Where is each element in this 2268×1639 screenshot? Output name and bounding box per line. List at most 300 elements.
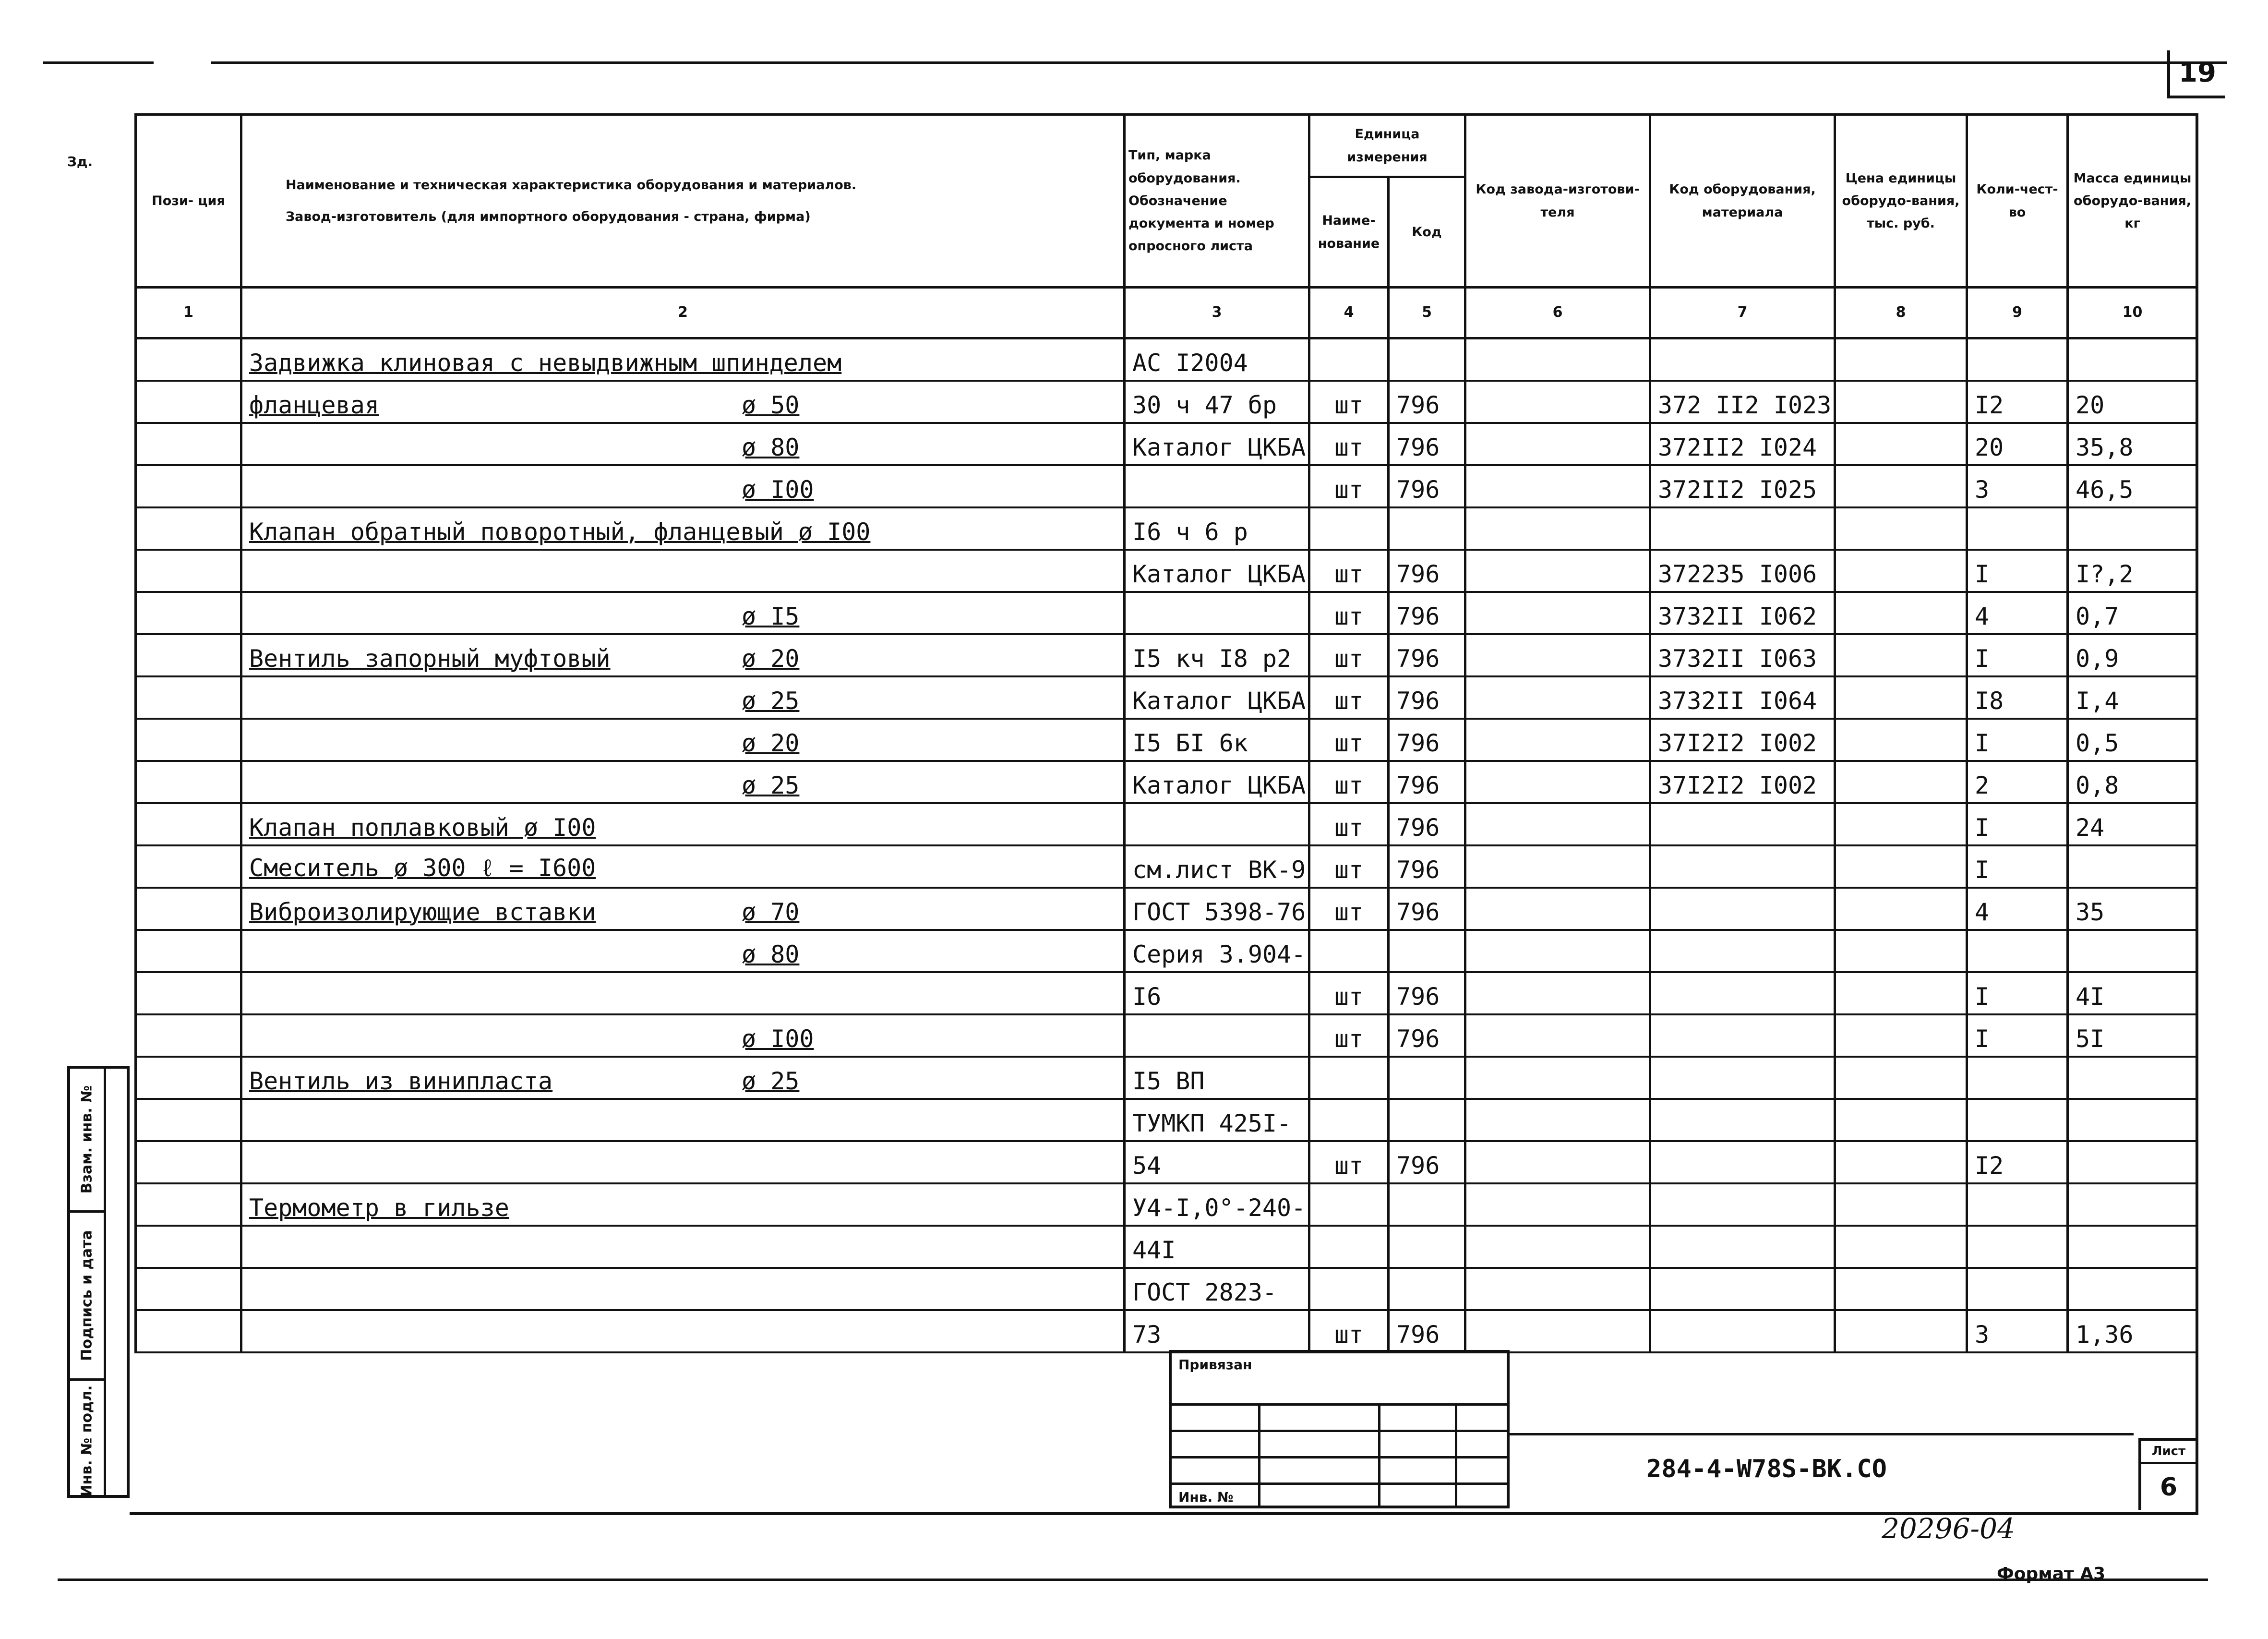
cell-equip-code [1650, 1310, 1835, 1352]
cell-equip-code: 372235 I006 [1650, 550, 1835, 592]
cell-code: 796 [1389, 1014, 1465, 1057]
cell-plant [1465, 1141, 1650, 1183]
cell-type [1125, 592, 1309, 634]
cell-plant [1465, 423, 1650, 465]
cell-code [1389, 1268, 1465, 1310]
cell-mass: 0,7 [2068, 592, 2197, 634]
cell-equip-code [1650, 972, 1835, 1014]
cell-price [1835, 1057, 1967, 1099]
cell-unit: шт [1309, 972, 1389, 1014]
header-equipment-code: Код оборудования, материала [1650, 115, 1835, 288]
column-number: 10 [2068, 288, 2197, 338]
table-row [136, 972, 2197, 1014]
cell-mass: 1,36 [2068, 1310, 2197, 1352]
item-name-cell [241, 465, 1125, 507]
cell-code: 796 [1389, 761, 1465, 803]
table-row [136, 803, 2197, 845]
table-row [136, 1057, 2197, 1099]
cell-mass [2068, 1226, 2197, 1268]
cell-qty: I [1967, 719, 2068, 761]
cell-mass: 4I [2068, 972, 2197, 1014]
item-name-cell [241, 972, 1125, 1014]
column-number: 2 [241, 288, 1125, 338]
cell-plant [1465, 465, 1650, 507]
specification-table [134, 113, 2198, 1353]
cell-plant [1465, 381, 1650, 423]
cell-unit: шт [1309, 550, 1389, 592]
item-name-cell [241, 1014, 1125, 1057]
cell-pos [136, 1057, 241, 1099]
cell-plant [1465, 1057, 1650, 1099]
sheet-number: 19 [2167, 50, 2225, 98]
cell-code: 796 [1389, 676, 1465, 719]
cell-pos [136, 381, 241, 423]
cell-mass [2068, 845, 2197, 888]
cell-price [1835, 550, 1967, 592]
cell-price [1835, 803, 1967, 845]
cell-plant [1465, 845, 1650, 888]
cell-code: 796 [1389, 1141, 1465, 1183]
cell-qty [1967, 1226, 2068, 1268]
table-row [136, 1099, 2197, 1141]
cell-equip-code [1650, 1268, 1835, 1310]
cell-unit: шт [1309, 592, 1389, 634]
header-name-line1: Наименование и техническая характеристика оборудования и материалов. [286, 178, 857, 193]
cell-type: ГОСТ 5398-76 [1125, 888, 1309, 930]
item-name-cell [241, 381, 1125, 423]
cell-type: I5 БI 6к [1125, 719, 1309, 761]
cell-code: 796 [1389, 465, 1465, 507]
cell-equip-code [1650, 803, 1835, 845]
cell-type: Каталог ЦКБА [1125, 761, 1309, 803]
cell-qty [1967, 1099, 2068, 1141]
cell-price [1835, 930, 1967, 972]
handwritten-number: 20296-04 [1882, 1512, 2015, 1545]
side-stamp-replace-inv: Взам. инв. № [70, 1069, 104, 1213]
cell-price [1835, 888, 1967, 930]
cell-plant [1465, 1183, 1650, 1226]
cell-qty: I [1967, 803, 2068, 845]
cell-price [1835, 1310, 1967, 1352]
cell-price [1835, 1183, 1967, 1226]
cell-pos [136, 803, 241, 845]
cell-qty [1967, 338, 2068, 381]
cell-plant [1465, 550, 1650, 592]
cell-price [1835, 719, 1967, 761]
cell-equip-code [1650, 338, 1835, 381]
side-stamp [67, 1066, 130, 1498]
cell-plant [1465, 1310, 1650, 1352]
cell-pos [136, 634, 241, 676]
cell-plant [1465, 1268, 1650, 1310]
cell-pos [136, 1141, 241, 1183]
table-row [136, 507, 2197, 550]
cell-equip-code [1650, 1141, 1835, 1183]
cell-unit: шт [1309, 719, 1389, 761]
cell-code [1389, 338, 1465, 381]
column-number: 6 [1465, 288, 1650, 338]
cell-unit [1309, 1226, 1389, 1268]
cell-unit [1309, 338, 1389, 381]
cell-unit: шт [1309, 845, 1389, 888]
cell-qty: I [1967, 845, 2068, 888]
header-price: Цена единицы оборудо-вания, тыс. руб. [1835, 115, 1967, 288]
cell-code: 796 [1389, 803, 1465, 845]
item-size: ø 20 [742, 729, 800, 757]
cell-mass: 46,5 [2068, 465, 2197, 507]
table-row [136, 930, 2197, 972]
table-row [136, 845, 2197, 888]
cell-unit: шт [1309, 1310, 1389, 1352]
side-stamp-divider [104, 1069, 106, 1495]
column-number: 9 [1967, 288, 2068, 338]
column-number-row [136, 288, 2197, 338]
table-row [136, 1183, 2197, 1226]
cell-equip-code: 372II2 I025 [1650, 465, 1835, 507]
cell-unit: шт [1309, 803, 1389, 845]
cell-price [1835, 592, 1967, 634]
header-type: Тип, марка оборудования. Обозначение документа и номер опросного листа [1125, 115, 1309, 288]
item-name-cell [241, 1099, 1125, 1141]
cell-unit [1309, 1057, 1389, 1099]
cell-equip-code [1650, 1014, 1835, 1057]
cell-type: Серия 3.904- [1125, 930, 1309, 972]
cell-mass [2068, 1183, 2197, 1226]
cell-pos [136, 888, 241, 930]
item-name-cell [241, 888, 1125, 930]
table-row [136, 1310, 2197, 1352]
cell-code: 796 [1389, 888, 1465, 930]
cell-qty: I [1967, 550, 2068, 592]
cell-pos [136, 676, 241, 719]
cell-equip-code [1650, 1057, 1835, 1099]
table-row [136, 550, 2197, 592]
cell-equip-code [1650, 1183, 1835, 1226]
cell-type: I6 ч 6 р [1125, 507, 1309, 550]
item-name-cell [241, 1268, 1125, 1310]
cell-price [1835, 381, 1967, 423]
table-body [136, 338, 2197, 1352]
cell-plant [1465, 972, 1650, 1014]
cell-type: ТУМКП 425I- [1125, 1099, 1309, 1141]
item-name-cell [241, 550, 1125, 592]
cell-qty: 4 [1967, 888, 2068, 930]
cell-plant [1465, 930, 1650, 972]
cell-qty: I [1967, 972, 2068, 1014]
cell-equip-code [1650, 845, 1835, 888]
item-name-cell [241, 507, 1125, 550]
cell-code [1389, 930, 1465, 972]
stamp-inv-label: Инв. № [1178, 1489, 1234, 1505]
cell-mass: 24 [2068, 803, 2197, 845]
sheet-label: Лист [2141, 1441, 2196, 1464]
cell-equip-code [1650, 1226, 1835, 1268]
item-size: ø 70 [742, 898, 800, 926]
cell-type: I5 ВП [1125, 1057, 1309, 1099]
cell-mass [2068, 1268, 2197, 1310]
cell-qty [1967, 1183, 2068, 1226]
table-row [136, 719, 2197, 761]
table-row [136, 1014, 2197, 1057]
item-name-cell [241, 930, 1125, 972]
cell-equip-code [1650, 888, 1835, 930]
cell-unit [1309, 930, 1389, 972]
cell-plant [1465, 592, 1650, 634]
column-number: 4 [1309, 288, 1389, 338]
table-row [136, 338, 2197, 381]
cell-code: 796 [1389, 972, 1465, 1014]
sheet-box [2138, 1438, 2196, 1510]
cell-qty: 3 [1967, 1310, 2068, 1352]
cell-unit [1309, 1183, 1389, 1226]
cell-code [1389, 1183, 1465, 1226]
bottom-border-line [58, 1579, 2208, 1581]
table-row [136, 465, 2197, 507]
cell-mass [2068, 1057, 2197, 1099]
cell-type: Каталог ЦКБА [1125, 676, 1309, 719]
table-row [136, 888, 2197, 930]
cell-mass [2068, 1099, 2197, 1141]
cell-type: см.лист ВК-9 [1125, 845, 1309, 888]
table-row [136, 423, 2197, 465]
cell-price [1835, 676, 1967, 719]
stamp-grid-vline [1455, 1403, 1457, 1506]
corner-mark: Зд. [67, 154, 93, 169]
cell-qty: 2 [1967, 761, 2068, 803]
cell-mass [2068, 338, 2197, 381]
table-row [136, 1226, 2197, 1268]
cell-qty: I8 [1967, 676, 2068, 719]
cell-pos [136, 1099, 241, 1141]
table-row [136, 381, 2197, 423]
header-plant-code: Код завода-изготови-теля [1465, 115, 1650, 288]
item-name: Вентиль из винипласта [249, 1067, 553, 1095]
cell-type [1125, 1014, 1309, 1057]
cell-unit: шт [1309, 761, 1389, 803]
header-mass: Масса единицы оборудо-вания, кг [2068, 115, 2197, 288]
cell-plant [1465, 1014, 1650, 1057]
item-size: ø I00 [742, 475, 814, 504]
cell-qty [1967, 1057, 2068, 1099]
header-unit-name: Наиме-нование [1309, 177, 1389, 288]
item-name: Задвижка клиновая с невыдвижным шпинделем [249, 349, 842, 377]
cell-qty [1967, 930, 2068, 972]
format-label: Формат А3 [1997, 1564, 2106, 1584]
cell-pos [136, 1268, 241, 1310]
cell-equip-code: 3732II I062 [1650, 592, 1835, 634]
stamp-grid-vline [1378, 1403, 1380, 1506]
cell-code: 796 [1389, 845, 1465, 888]
cell-code: 796 [1389, 381, 1465, 423]
cell-price [1835, 507, 1967, 550]
item-size: ø I00 [742, 1024, 814, 1053]
cell-pos [136, 338, 241, 381]
cell-pos [136, 1310, 241, 1352]
header-quantity: Коли-чест-во [1967, 115, 2068, 288]
cell-equip-code: 37I2I2 I002 [1650, 761, 1835, 803]
item-size: ø 25 [742, 1067, 800, 1095]
cell-price [1835, 972, 1967, 1014]
document-code: 284-4-W78S-ВК.СО [1646, 1455, 1887, 1483]
cell-code: 796 [1389, 592, 1465, 634]
item-name-cell [241, 676, 1125, 719]
table-row [136, 761, 2197, 803]
column-number: 7 [1650, 288, 1835, 338]
cell-price [1835, 465, 1967, 507]
cell-mass [2068, 507, 2197, 550]
cell-plant [1465, 888, 1650, 930]
cell-qty [1967, 507, 2068, 550]
cell-mass: 0,9 [2068, 634, 2197, 676]
table-row [136, 592, 2197, 634]
table-row [136, 1141, 2197, 1183]
cell-type [1125, 465, 1309, 507]
item-name: Виброизолирующие вставки [249, 898, 596, 926]
cell-mass: 20 [2068, 381, 2197, 423]
item-name: Вентиль запорный муфтовый [249, 644, 611, 673]
header-name-line2: Завод-изготовитель (для импортного оборудования - страна, фирма) [286, 209, 811, 224]
cell-plant [1465, 676, 1650, 719]
cell-price [1835, 845, 1967, 888]
cell-pos [136, 507, 241, 550]
item-size: ø 80 [742, 433, 800, 461]
cell-mass: 5I [2068, 1014, 2197, 1057]
cell-type: АС I2004 [1125, 338, 1309, 381]
cell-qty: 3 [1967, 465, 2068, 507]
cell-code: 796 [1389, 1310, 1465, 1352]
column-number: 5 [1389, 288, 1465, 338]
cell-price [1835, 423, 1967, 465]
cell-pos [136, 550, 241, 592]
cell-pos [136, 592, 241, 634]
cell-qty: 20 [1967, 423, 2068, 465]
item-name: фланцевая [249, 391, 379, 419]
top-border-line [211, 61, 2227, 64]
cell-type: Каталог ЦКБА [1125, 423, 1309, 465]
table-row [136, 676, 2197, 719]
top-border-line-left [43, 61, 154, 64]
cell-qty [1967, 1268, 2068, 1310]
header-position: Пози- ция [136, 115, 241, 288]
item-name-cell [241, 592, 1125, 634]
cell-equip-code [1650, 1099, 1835, 1141]
cell-mass: 35 [2068, 888, 2197, 930]
cell-plant [1465, 803, 1650, 845]
cell-type: 30 ч 47 бр [1125, 381, 1309, 423]
cell-price [1835, 1141, 1967, 1183]
cell-type: 73 [1125, 1310, 1309, 1352]
cell-unit: шт [1309, 676, 1389, 719]
cell-code: 796 [1389, 550, 1465, 592]
stamp-grid-vline [1258, 1403, 1260, 1506]
item-name-cell [241, 803, 1125, 845]
cell-type: I6 [1125, 972, 1309, 1014]
item-name-cell [241, 719, 1125, 761]
cell-mass [2068, 1141, 2197, 1183]
item-name-cell [241, 1141, 1125, 1183]
cell-pos [136, 1226, 241, 1268]
cell-plant [1465, 1099, 1650, 1141]
item-name-cell [241, 1310, 1125, 1352]
column-number: 1 [136, 288, 241, 338]
cell-unit: шт [1309, 381, 1389, 423]
cell-code [1389, 1099, 1465, 1141]
cell-unit [1309, 1099, 1389, 1141]
cell-code: 796 [1389, 719, 1465, 761]
item-name-cell [241, 1183, 1125, 1226]
item-name-cell [241, 845, 1125, 888]
item-name: Смеситель ø 300 ℓ = I600 [249, 854, 596, 882]
cell-pos [136, 1014, 241, 1057]
cell-price [1835, 1268, 1967, 1310]
cell-pos [136, 761, 241, 803]
cell-plant [1465, 507, 1650, 550]
cell-qty: I [1967, 1014, 2068, 1057]
sheet-value: 6 [2160, 1473, 2178, 1502]
title-block-line [1510, 1433, 2134, 1435]
item-name-cell [241, 338, 1125, 381]
cell-equip-code [1650, 507, 1835, 550]
cell-mass: 0,8 [2068, 761, 2197, 803]
cell-type: 44I [1125, 1226, 1309, 1268]
cell-unit [1309, 1268, 1389, 1310]
cell-unit: шт [1309, 1141, 1389, 1183]
header-unit-group: Единица измерения [1309, 115, 1465, 177]
cell-unit: шт [1309, 423, 1389, 465]
cell-type: 54 [1125, 1141, 1309, 1183]
cell-code [1389, 1057, 1465, 1099]
cell-pos [136, 930, 241, 972]
cell-type [1125, 803, 1309, 845]
cell-pos [136, 423, 241, 465]
cell-price [1835, 634, 1967, 676]
item-size: ø 50 [742, 391, 800, 419]
cell-code: 796 [1389, 423, 1465, 465]
cell-unit: шт [1309, 634, 1389, 676]
header-name [241, 115, 1125, 288]
column-number: 8 [1835, 288, 1967, 338]
cell-type: У4-I,0°-240- [1125, 1183, 1309, 1226]
cell-pos [136, 845, 241, 888]
cell-qty: I2 [1967, 381, 2068, 423]
cell-type: ГОСТ 2823- [1125, 1268, 1309, 1310]
cell-equip-code [1650, 930, 1835, 972]
item-name-cell [241, 1057, 1125, 1099]
cell-pos [136, 465, 241, 507]
item-name: Термометр в гильзе [249, 1193, 509, 1222]
item-size: ø I5 [742, 602, 800, 630]
item-size: ø 80 [742, 940, 800, 968]
cell-mass [2068, 930, 2197, 972]
cell-mass: 35,8 [2068, 423, 2197, 465]
cell-equip-code: 3732II I063 [1650, 634, 1835, 676]
cell-plant [1465, 761, 1650, 803]
item-name-cell [241, 634, 1125, 676]
cell-code: 796 [1389, 634, 1465, 676]
cell-qty: I2 [1967, 1141, 2068, 1183]
item-size: ø 25 [742, 771, 800, 799]
cell-price [1835, 1099, 1967, 1141]
cell-plant [1465, 634, 1650, 676]
cell-price [1835, 761, 1967, 803]
cell-type: Каталог ЦКБА [1125, 550, 1309, 592]
cell-qty: I [1967, 634, 2068, 676]
cell-equip-code: 37I2I2 I002 [1650, 719, 1835, 761]
cell-unit: шт [1309, 1014, 1389, 1057]
item-size: ø 25 [742, 687, 800, 715]
cell-mass: 0,5 [2068, 719, 2197, 761]
cell-plant [1465, 1226, 1650, 1268]
